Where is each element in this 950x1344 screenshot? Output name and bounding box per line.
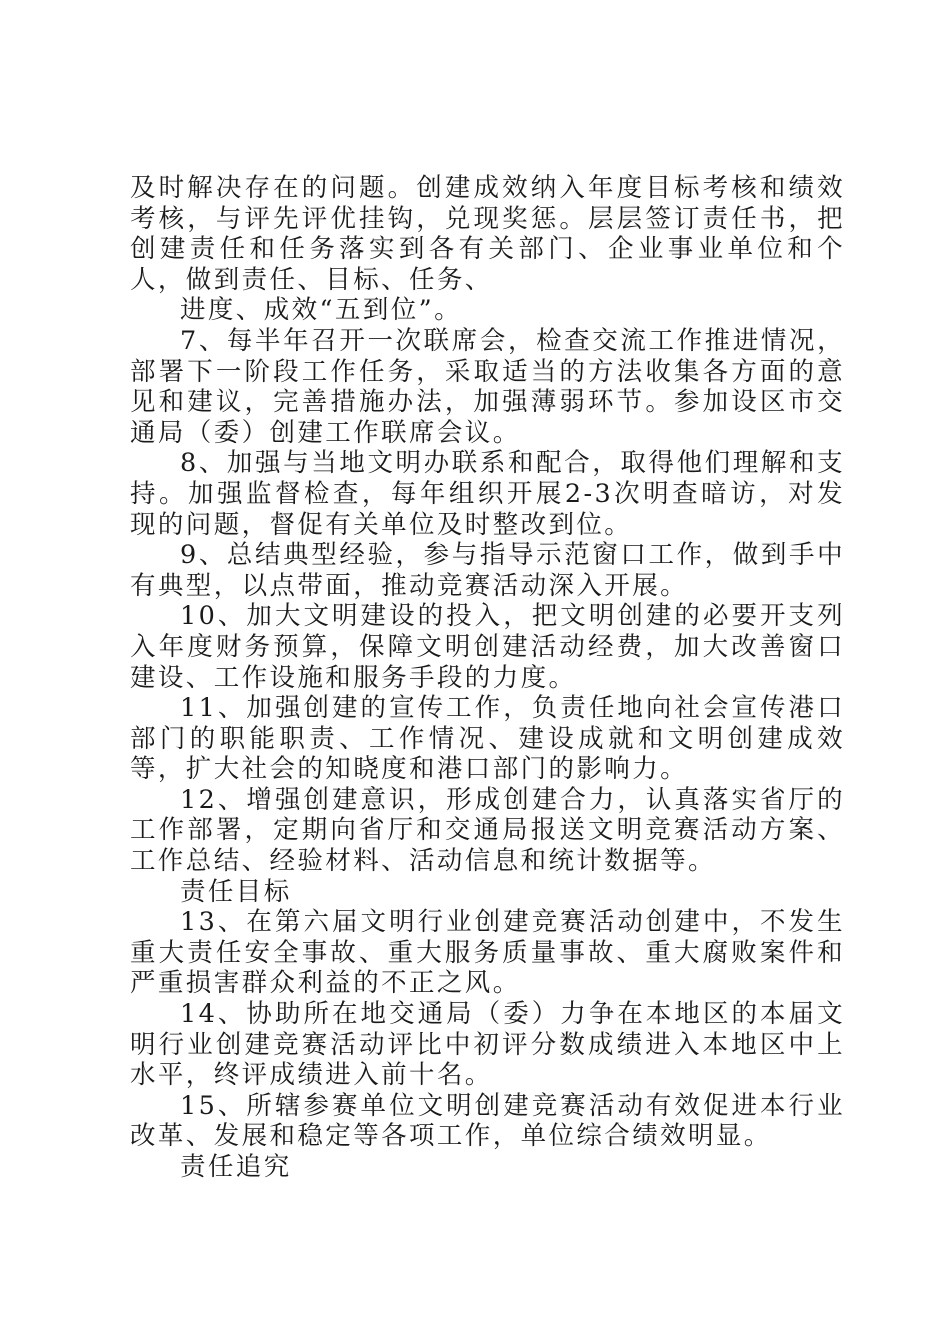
paragraph-item-14: 14、协助所在地交通局（委）力争在本地区的本届文明行业创建竞赛活动评比中初评分数成绩进入本地区中上水平，终评成绩进入前十名。 (130, 999, 845, 1091)
section-heading-responsibility-goals: 责任目标 (180, 876, 292, 907)
paragraph-item-7: 7、每半年召开一次联席会，检查交流工作推进情况，部署下一阶段工作任务，采取适当的方法收集各方面的意见和建议，完善措施办法，加强薄弱环节。参加设区市交通局（委）创建工作联席会议。 (130, 325, 845, 448)
paragraph-item-9: 9、总结典型经验，参与指导示范窗口工作，做到手中有典型，以点带面，推动竞赛活动深入开展。 (130, 540, 845, 601)
paragraph-item-15: 15、所辖参赛单位文明创建竞赛活动有效促进本行业改革、发展和稳定等各项工作，单位综合绩效明显。 (130, 1090, 845, 1152)
paragraph-item-13: 13、在第六届文明行业创建竞赛活动创建中，不发生重大责任安全事故、重大服务质量事故、重大腐败案件和严重损害群众利益的不正之风。 (130, 907, 845, 999)
paragraph-item-10: 10、加大文明建设的投入，把文明创建的必要开支列入年度财务预算，保障文明创建活动经费，加大改善窗口建设、工作设施和服务手段的力度。 (130, 601, 845, 693)
paragraph-five-in-place: 进度、成效“五到位”。 (180, 295, 462, 326)
paragraph-continuation: 及时解决存在的问题。创建成效纳入年度目标考核和绩效考核，与评先评优挂钩，兑现奖惩。层层签订责任书，把创建责任和任务落实到各有关部门、企业事业单位和个人，做到责任、目标、任务、 (130, 173, 845, 295)
paragraph-item-11: 11、加强创建的宣传工作，负责任地向社会宣传港口部门的职能职责、工作情况、建设成就和文明创建成效等，扩大社会的知晓度和港口部门的影响力。 (130, 693, 845, 785)
document-body (130, 173, 845, 1183)
paragraph-item-12: 12、增强创建意识，形成创建合力，认真落实省厅的工作部署，定期向省厅和交通局报送文明竞赛活动方案、工作总结、经验材料、活动信息和统计数据等。 (130, 784, 845, 877)
paragraph-item-8: 8、加强与当地文明办联系和配合，取得他们理解和支持。加强监督检查，每年组织开展2-3次明查暗访，对发现的问题，督促有关单位及时整改到位。 (130, 448, 845, 540)
section-heading-accountability: 责任追究 (180, 1152, 292, 1182)
